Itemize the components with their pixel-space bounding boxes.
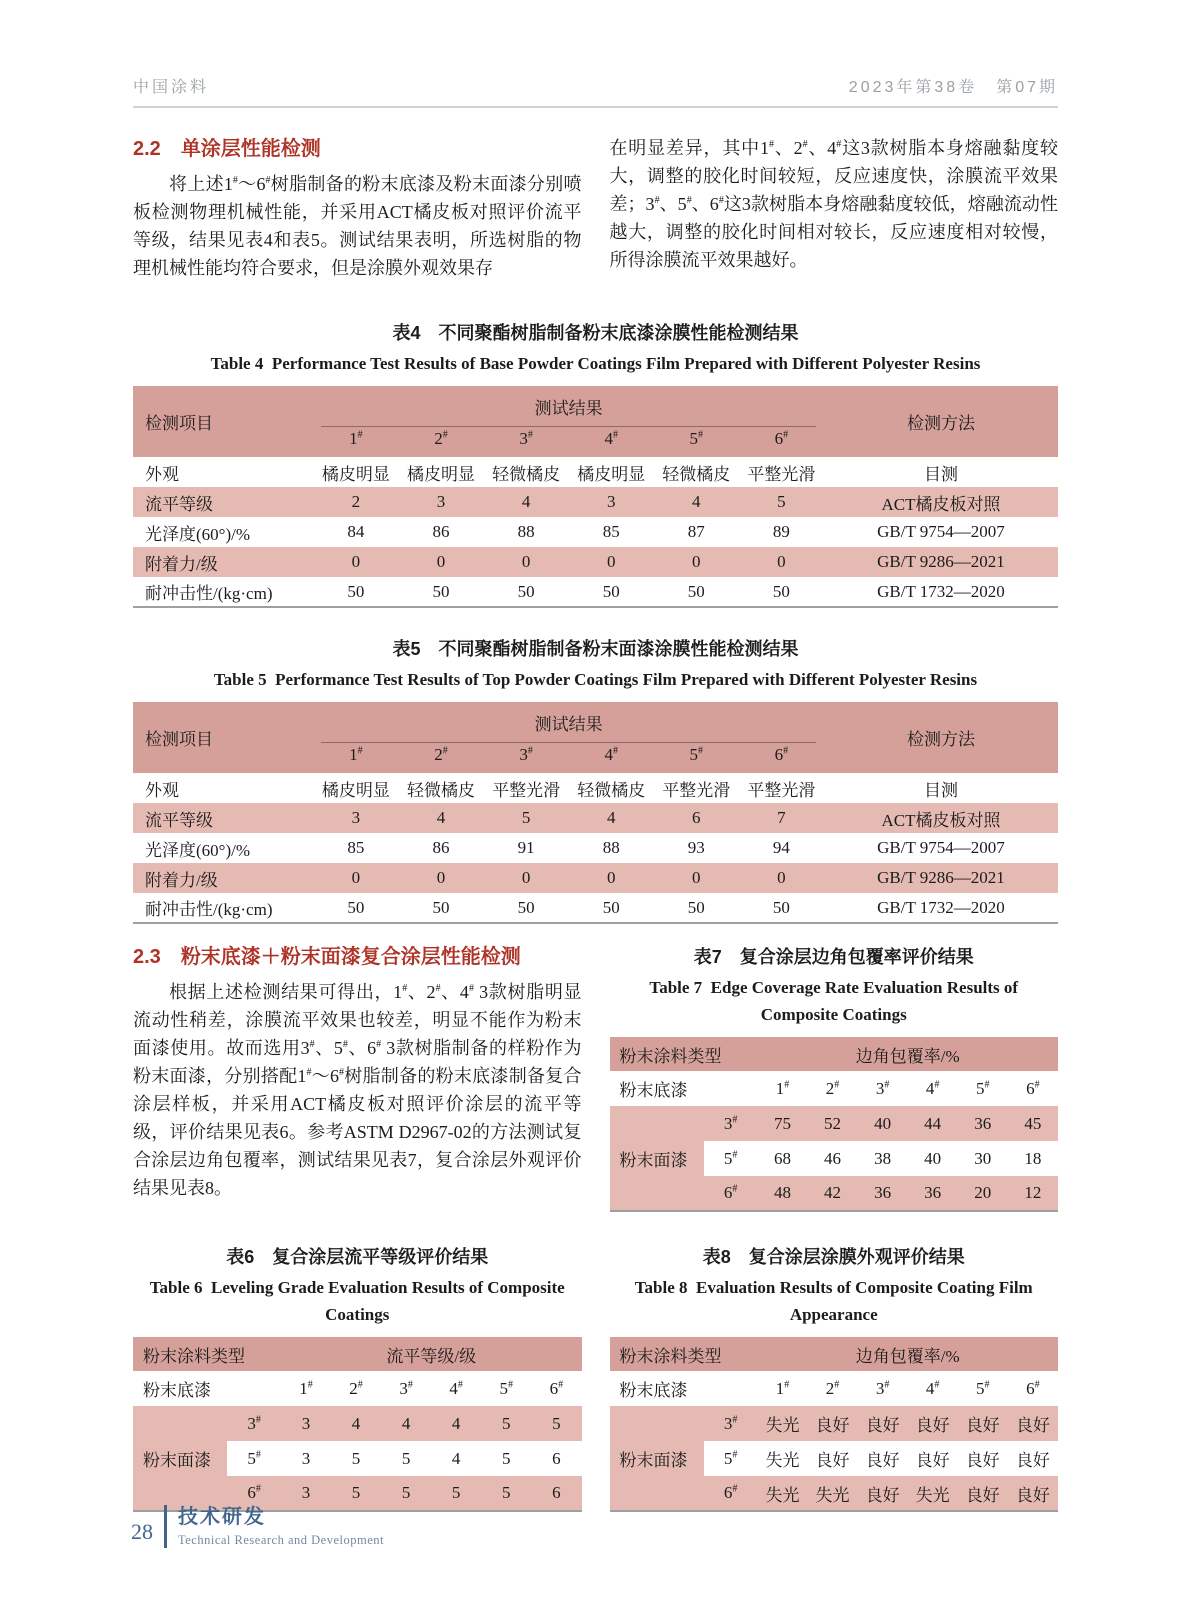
cell-value: 5: [481, 1406, 531, 1441]
table-header: [133, 702, 1058, 773]
cell-value: 48: [757, 1176, 807, 1211]
cell-value: 45: [1008, 1106, 1058, 1141]
cell-value: 4: [381, 1406, 431, 1441]
row-label: 流平等级: [133, 487, 313, 517]
row-label: 粉末底漆: [619, 1081, 688, 1100]
base-id: 2#: [349, 1378, 363, 1398]
cell-value: 94: [772, 838, 790, 857]
cell-value: 失光: [757, 1476, 807, 1511]
base-id: 4#: [449, 1378, 463, 1398]
cell-value: 平整光滑: [747, 780, 816, 800]
base-coat-row: [133, 1371, 582, 1406]
top-coat-id: 5#: [723, 1448, 738, 1468]
base-id: 6#: [1026, 1078, 1040, 1098]
cell-value: 0: [569, 547, 654, 577]
cell-value: 轻微橘皮: [662, 464, 731, 484]
base-id: 6#: [549, 1378, 564, 1398]
sample-id: 4#: [569, 743, 654, 773]
cell-value: 3: [281, 1406, 331, 1441]
cell-value: 50: [602, 581, 620, 601]
cell-value: 91: [517, 838, 535, 857]
cell-value: 7: [739, 803, 824, 833]
table-row: [610, 1406, 1059, 1441]
header-row: [133, 386, 1058, 427]
top-coat-id: 5#: [723, 1148, 738, 1168]
cell-value: 3: [281, 1476, 331, 1511]
cell-value: 85: [602, 522, 620, 541]
cell-value: 橘皮明显: [577, 464, 646, 484]
col-header-metric: 流平等级/级: [281, 1337, 582, 1371]
table4-block: [133, 320, 1058, 608]
results-label: 测试结果: [321, 702, 816, 743]
table7: [610, 1037, 1059, 1212]
results-label: 测试结果: [321, 386, 816, 427]
cell-value: 42: [808, 1176, 858, 1211]
cell-value: 良好: [858, 1406, 908, 1441]
table6-title-en: Table 6 Leveling Grade Evaluation Results of Composite Coatings: [149, 1278, 565, 1324]
table8-block: [610, 1244, 1059, 1512]
sample-id: 1#: [313, 743, 398, 773]
cell-value: 良好: [915, 1451, 950, 1470]
row-label: 粉末底漆: [619, 1381, 688, 1400]
cell-value: 5: [381, 1476, 431, 1511]
cell-value: 50: [602, 897, 620, 917]
cell-value: 5: [739, 487, 824, 517]
col-header-results: [313, 386, 824, 427]
section-number: 2.3: [133, 946, 161, 968]
cell-method: GB/T 9754—2007: [877, 838, 1005, 857]
cell-method: GB/T 9286—2021: [824, 863, 1058, 893]
cell-value: 4: [569, 803, 654, 833]
cell-value: 0: [398, 863, 483, 893]
cell-value: 85: [347, 838, 365, 857]
paragraph: 根据上述检测结果可得出，1#、2#、4# 3款树脂明显流动性稍差，涂膜流平效果也较差，明显不能作为粉末面漆使用。故而选用3#、5#、6# 3款树脂制备的样粉作为粉末面漆，分别搭配1#～6#树脂制备的粉末底漆制备复合涂层样板，并采用ACT橘皮板对照评价涂层的流平等级，评价结果见表6。参考ASTM D2967-02的方法测试复合涂层边角包覆率，测试结果见表7，复合涂层外观评价结果见表8。: [133, 982, 582, 1198]
cell-value: 4: [451, 1448, 461, 1468]
cell-method: ACT橘皮板对照: [824, 487, 1058, 517]
sample-id: 5#: [654, 743, 739, 773]
cell-value: 0: [739, 863, 824, 893]
base-id: 2#: [825, 1378, 840, 1398]
cell-value: 良好: [965, 1451, 1000, 1470]
table-row: [133, 487, 1058, 517]
table7-title-cn: 表7 复合涂层边角包覆率评价结果: [693, 947, 974, 967]
table5-title: [133, 636, 1058, 693]
cell-value: 88: [517, 522, 535, 541]
cell-value: 4: [398, 803, 483, 833]
cell-value: 良好: [815, 1451, 850, 1470]
cell-value: 12: [1008, 1176, 1058, 1211]
table-row: [133, 547, 1058, 577]
table5: [133, 702, 1058, 924]
cell-value: 0: [398, 547, 483, 577]
base-id: 4#: [925, 1378, 940, 1398]
cell-value: 50: [432, 581, 450, 601]
section-number: 2.2: [133, 138, 161, 160]
table-row: [133, 863, 1058, 893]
table6-title: [133, 1244, 582, 1328]
sample-id: 1#: [313, 427, 398, 457]
cell-method: GB/T 1732—2020: [877, 581, 1005, 601]
cell-value: 20: [958, 1176, 1008, 1211]
cell-value: 44: [908, 1106, 958, 1141]
cell-value: 4: [431, 1406, 481, 1441]
cell-value: 36: [858, 1176, 908, 1211]
cell-value: 0: [569, 863, 654, 893]
cell-value: 0: [654, 863, 739, 893]
table-header: [610, 1337, 1059, 1371]
cell-value: 38: [874, 1148, 892, 1168]
sample-id: 2#: [398, 743, 483, 773]
sample-id: 2#: [398, 427, 483, 457]
cell-value: 0: [313, 863, 398, 893]
section-2-3: [133, 942, 582, 1212]
cell-value: 5: [401, 1448, 411, 1468]
table-body: [133, 457, 1058, 607]
cell-value: 5: [331, 1476, 381, 1511]
cell-value: 75: [757, 1106, 807, 1141]
cell-value: 50: [687, 897, 705, 917]
sample-id: 5#: [654, 427, 739, 457]
cell-value: 橘皮明显: [321, 780, 390, 800]
cell-value: 轻微橘皮: [577, 780, 646, 800]
table8-title-cn: 表8 复合涂层涂膜外观评价结果: [702, 1247, 965, 1267]
row-label: 流平等级: [133, 803, 313, 833]
base-id: 3#: [875, 1078, 890, 1098]
cell-value: 40: [924, 1148, 942, 1168]
footer-section-cn: 技术研发: [178, 1506, 266, 1528]
sample-id: 3#: [484, 427, 569, 457]
base-id: 5#: [975, 1078, 990, 1098]
cell-value: 3: [398, 487, 483, 517]
page-header: [133, 74, 1058, 108]
row-label: 光泽度(60°)/%: [145, 840, 251, 860]
cell-value: 50: [772, 897, 790, 917]
cell-value: 88: [602, 838, 620, 857]
top-coat-id: 3#: [227, 1406, 281, 1441]
table-body: [610, 1071, 1059, 1211]
cell-method: 目测: [923, 780, 958, 800]
col-header-metric: 边角包覆率/%: [757, 1037, 1058, 1071]
table-row: [610, 1106, 1059, 1141]
cell-value: 良好: [1015, 1451, 1050, 1470]
cell-value: 18: [1024, 1148, 1042, 1168]
cell-value: 5: [501, 1448, 511, 1468]
paragraph: 将上述1#～6#树脂制备的粉末底漆及粉末面漆分别喷板检测物理机械性能，并采用ACT橘皮板对照评价流平等级，结果见表4和表5。测试结果表明，所选树脂的物理机械性能均符合要求，但是涂膜外观效果存: [133, 174, 582, 278]
row-label: 粉末面漆: [610, 1406, 704, 1511]
cell-value: 93: [687, 838, 705, 857]
cell-value: 2: [313, 487, 398, 517]
section-2-2-left-column: [133, 134, 582, 282]
base-id: 4#: [925, 1078, 940, 1098]
cell-value: 40: [858, 1106, 908, 1141]
table7-block: [610, 942, 1059, 1212]
sample-id: 3#: [484, 743, 569, 773]
cell-value: 0: [739, 547, 824, 577]
cell-value: 失光: [765, 1451, 800, 1470]
base-id: 3#: [875, 1378, 890, 1398]
row-label: 附着力/级: [133, 547, 313, 577]
cell-value: 良好: [958, 1476, 1008, 1511]
table5-block: [133, 636, 1058, 924]
table-row: [133, 517, 1058, 547]
top-coat-id: 3#: [704, 1106, 758, 1141]
cell-value: 0: [313, 547, 398, 577]
cell-value: 86: [432, 522, 450, 541]
col-header-results: [313, 702, 824, 743]
section-title: 单涂层性能检测: [180, 138, 321, 160]
cell-value: 46: [824, 1148, 842, 1168]
table8-title-en: Table 8 Evaluation Results of Composite Coating Film Appearance: [634, 1278, 1033, 1324]
journal-name: 中国涂料: [133, 79, 210, 96]
cell-value: 5: [484, 803, 569, 833]
cell-value: 3: [301, 1448, 311, 1468]
table4-title-en: Table 4 Performance Test Results of Base Powder Coatings Film Prepared with Different Polyester Resins: [210, 354, 981, 373]
page-footer: [131, 1505, 384, 1548]
row-label: 耐冲击性/(kg·cm): [145, 900, 273, 919]
cell-value: 50: [432, 897, 450, 917]
table8-title: [610, 1244, 1059, 1328]
header-row: [133, 1337, 582, 1371]
table7-title: [610, 944, 1059, 1028]
top-coat-id: 3#: [704, 1406, 758, 1441]
cell-value: 失光: [808, 1476, 858, 1511]
cell-value: 50: [517, 897, 535, 917]
cell-value: 68: [774, 1148, 791, 1168]
table4-title: [133, 320, 1058, 377]
section-2-2-heading: [133, 134, 582, 164]
top-coat-id: 6#: [227, 1476, 281, 1511]
paragraph: 在明显差异，其中1#、2#、4#这3款树脂本身熔融黏度较大，调整的胶化时间较短，反应速度快，涂膜流平效果差；3#、5#、6#这3款树脂本身熔融黏度较低，熔融流动性越大，调整的胶化时间相对较长，反应速度相对较慢，所得涂膜流平效果越好。: [609, 138, 1058, 270]
base-id: 2#: [825, 1078, 840, 1098]
cell-value: 轻微橘皮: [407, 780, 476, 800]
table-row: [133, 1406, 582, 1441]
section-2-3-heading: [133, 942, 582, 972]
sample-id: 6#: [739, 427, 824, 457]
table5-title-en: Table 5 Performance Test Results of Top Powder Coatings Film Prepared with Different Polyester Resins: [213, 670, 978, 689]
base-id: 5#: [975, 1378, 990, 1398]
col-header-item: 检测项目: [133, 386, 313, 457]
cell-value: 30: [974, 1148, 992, 1168]
cell-value: 84: [347, 522, 365, 541]
cell-value: 3: [313, 803, 398, 833]
cell-value: 0: [654, 547, 739, 577]
section-title: 粉末底漆＋粉末面漆复合涂层性能检测: [180, 946, 521, 968]
base-coat-row: [610, 1371, 1059, 1406]
table8: [610, 1337, 1059, 1512]
row-label: 光泽度(60°)/%: [145, 524, 251, 544]
table-row: [133, 833, 1058, 863]
header-row: [610, 1037, 1059, 1071]
footer-section-en: Technical Research and Development: [178, 1533, 384, 1547]
base-id: 1#: [299, 1378, 313, 1398]
header-row: [133, 702, 1058, 743]
cell-value: 良好: [858, 1476, 908, 1511]
base-coat-row: [610, 1071, 1059, 1106]
table6: [133, 1337, 582, 1512]
cell-value: 平整光滑: [747, 464, 816, 484]
cell-value: 6: [654, 803, 739, 833]
cell-value: 橘皮明显: [321, 464, 390, 484]
cell-value: 良好: [1008, 1476, 1058, 1511]
row-label: 外观: [145, 780, 179, 800]
col-header-type: 粉末涂料类型: [610, 1037, 758, 1071]
cell-value: 89: [772, 522, 790, 541]
cell-value: 5: [431, 1476, 481, 1511]
cell-value: 良好: [865, 1451, 900, 1470]
col-header-method: 检测方法: [824, 702, 1058, 773]
cell-value: 52: [808, 1106, 858, 1141]
cell-value: 良好: [958, 1406, 1008, 1441]
sample-id: 4#: [569, 427, 654, 457]
cell-method: ACT橘皮板对照: [824, 803, 1058, 833]
cell-value: 失光: [908, 1476, 958, 1511]
section-2-2: [133, 134, 1058, 282]
table-header: [133, 1337, 582, 1371]
cell-value: 橘皮明显: [407, 464, 476, 484]
lower-section: [133, 942, 1058, 1512]
cell-method: 目测: [923, 464, 958, 484]
cell-value: 4: [331, 1406, 381, 1441]
cell-method: GB/T 1732—2020: [877, 897, 1005, 917]
table-header: [610, 1037, 1059, 1071]
cell-value: 轻微橘皮: [492, 464, 561, 484]
cell-value: 50: [517, 581, 535, 601]
table6-block: [133, 1244, 582, 1512]
cell-value: 50: [687, 581, 705, 601]
cell-value: 4: [484, 487, 569, 517]
cell-value: 5: [351, 1448, 361, 1468]
row-label: 粉末面漆: [133, 1406, 227, 1511]
col-header-metric: 边角包覆率/%: [757, 1337, 1058, 1371]
cell-value: 平整光滑: [492, 780, 561, 800]
col-header-item: 检测项目: [133, 702, 313, 773]
row-label: 外观: [145, 464, 179, 484]
col-header-type: 粉末涂料类型: [133, 1337, 281, 1371]
page-number: 28: [131, 1519, 153, 1544]
row-label: 耐冲击性/(kg·cm): [145, 584, 273, 603]
cell-value: 良好: [1008, 1406, 1058, 1441]
cell-value: 50: [772, 581, 790, 601]
table-row: [133, 457, 1058, 487]
table7-title-en: Table 7 Edge Coverage Rate Evaluation Results of Composite Coatings: [649, 978, 1019, 1024]
cell-value: 良好: [808, 1406, 858, 1441]
top-coat-id: 5#: [247, 1448, 261, 1468]
cell-value: 5: [531, 1406, 581, 1441]
cell-value: 失光: [757, 1406, 807, 1441]
cell-value: 良好: [908, 1406, 958, 1441]
top-coat-id: 6#: [704, 1476, 758, 1511]
cell-value: 0: [484, 863, 569, 893]
cell-value: 36: [958, 1106, 1008, 1141]
footer-section: [178, 1505, 384, 1548]
cell-value: 5: [481, 1476, 531, 1511]
cell-value: 50: [347, 897, 365, 917]
base-id: 5#: [499, 1378, 513, 1398]
row-label: 附着力/级: [133, 863, 313, 893]
row-label: 粉末面漆: [610, 1106, 704, 1211]
cell-value: 36: [908, 1176, 958, 1211]
table-row: [133, 773, 1058, 803]
cell-value: 6: [531, 1476, 581, 1511]
row-label: 粉末底漆: [143, 1381, 211, 1400]
base-id: 1#: [775, 1078, 790, 1098]
table4: [133, 386, 1058, 608]
table-row: [133, 577, 1058, 607]
col-header-method: 检测方法: [824, 386, 1058, 457]
header-row: [610, 1337, 1059, 1371]
sample-id: 6#: [739, 743, 824, 773]
table-row: [133, 803, 1058, 833]
cell-value: 86: [432, 838, 450, 857]
issue-info: 2023年第38卷 第07期: [848, 79, 1058, 96]
table-row: [133, 893, 1058, 923]
base-id: 1#: [775, 1378, 790, 1398]
table-body: [133, 773, 1058, 923]
cell-value: 50: [347, 581, 365, 601]
table-body: [133, 1371, 582, 1511]
table5-title-cn: 表5 不同聚酯树脂制备粉末面漆涂膜性能检测结果: [392, 639, 799, 659]
footer-divider: [164, 1505, 167, 1548]
section-2-2-right-column: [610, 134, 1059, 282]
cell-value: 6: [552, 1448, 561, 1468]
table-body: [610, 1371, 1059, 1511]
base-id: 6#: [1026, 1378, 1040, 1398]
cell-value: 87: [687, 522, 705, 541]
base-id: 3#: [399, 1378, 413, 1398]
cell-value: 0: [484, 547, 569, 577]
col-header-type: 粉末涂料类型: [610, 1337, 758, 1371]
cell-value: 4: [654, 487, 739, 517]
cell-value: 3: [569, 487, 654, 517]
table6-title-cn: 表6 复合涂层流平等级评价结果: [226, 1247, 489, 1267]
table4-title-cn: 表4 不同聚酯树脂制备粉末底漆涂膜性能检测结果: [392, 323, 799, 343]
cell-method: GB/T 9754—2007: [877, 522, 1005, 541]
table-header: [133, 386, 1058, 457]
cell-method: GB/T 9286—2021: [824, 547, 1058, 577]
top-coat-id: 6#: [704, 1176, 758, 1211]
cell-value: 平整光滑: [662, 780, 731, 800]
